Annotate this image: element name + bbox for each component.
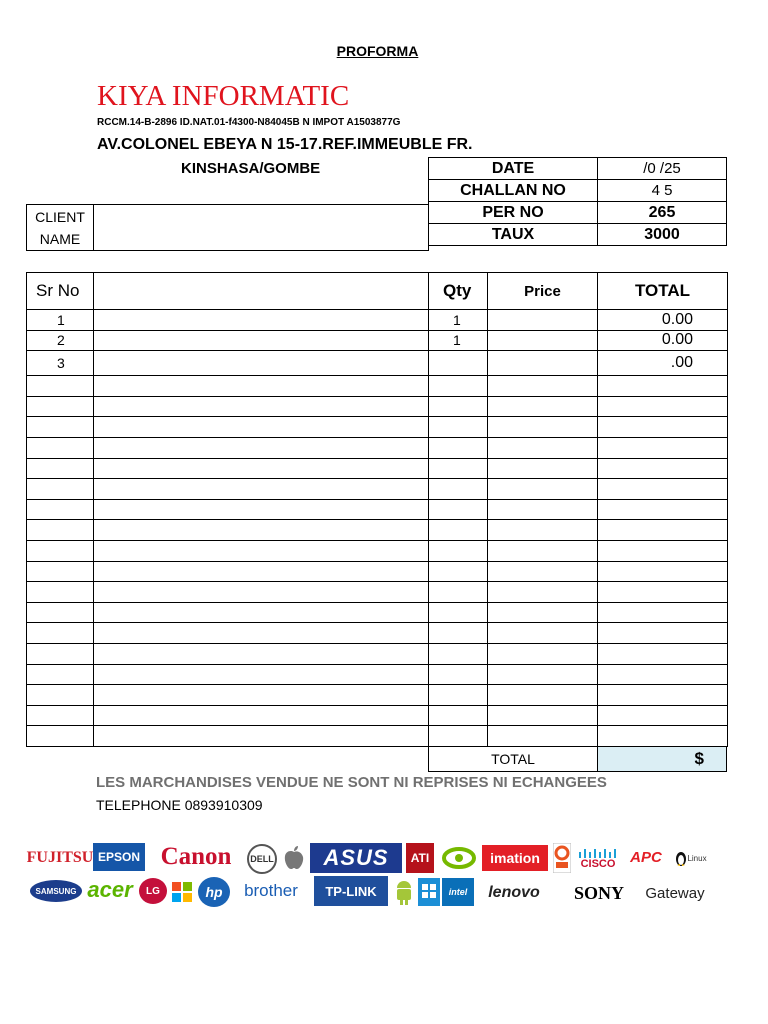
row-total [598, 623, 728, 644]
challan-value[interactable]: 4 5 [598, 180, 727, 202]
row-price[interactable] [488, 437, 598, 458]
row-total [598, 520, 728, 541]
row-description[interactable] [94, 376, 429, 397]
table-row [27, 664, 728, 685]
info-label: TAUX [429, 224, 598, 246]
row-sr-no [27, 396, 94, 417]
row-price[interactable] [488, 602, 598, 623]
row-sr-no [27, 582, 94, 603]
invoice-info-table [428, 157, 727, 246]
table-row [27, 685, 728, 706]
table-row [27, 705, 728, 726]
registration-line: RCCM.14-B-2896 ID.NAT.01-f4300-N84045B N IMPOT A1503877G [97, 117, 401, 128]
row-description[interactable] [94, 726, 429, 747]
info-row-challan [429, 180, 727, 202]
row-price[interactable] [488, 664, 598, 685]
row-sr-no [27, 664, 94, 685]
row-price[interactable] [488, 396, 598, 417]
row-description[interactable] [94, 664, 429, 685]
company-name: KIYA INFORMATIC [97, 80, 350, 112]
table-row [27, 582, 728, 603]
table-row [27, 499, 728, 520]
info-label: PER NO [429, 202, 598, 224]
table-row [27, 330, 728, 351]
row-description[interactable] [94, 479, 429, 500]
row-sr-no [27, 479, 94, 500]
apc-logo: APC [630, 848, 662, 866]
row-description[interactable] [94, 396, 429, 417]
row-price[interactable] [488, 479, 598, 500]
info-row-per-no [429, 202, 727, 224]
row-description[interactable] [94, 310, 429, 331]
row-description[interactable] [94, 437, 429, 458]
apple-icon [283, 845, 305, 871]
row-total [598, 705, 728, 726]
table-row [27, 351, 728, 376]
row-qty[interactable] [429, 602, 488, 623]
header-qty: Qty [429, 273, 488, 310]
row-total [598, 582, 728, 603]
row-total [598, 499, 728, 520]
header-price: Price [488, 273, 598, 310]
row-qty[interactable]: 1 [429, 310, 488, 331]
client-label-line-2: NAME [39, 230, 81, 247]
android-robot-icon [394, 879, 414, 905]
row-description[interactable] [94, 540, 429, 561]
lenovo-logo: lenovo [488, 884, 540, 901]
row-qty[interactable] [429, 623, 488, 644]
info-label: CHALLAN NO [429, 180, 598, 202]
row-sr-no: 2 [27, 330, 94, 351]
table-row [27, 520, 728, 541]
hp-logo: hp [198, 877, 230, 907]
row-total [598, 685, 728, 706]
tux-icon [675, 850, 687, 866]
cisco-logo [575, 846, 621, 872]
client-name-label [27, 205, 94, 251]
row-qty[interactable] [429, 437, 488, 458]
row-sr-no [27, 540, 94, 561]
row-qty[interactable] [429, 561, 488, 582]
return-policy-notice: LES MARCHANDISES VENDUE NE SONT NI REPRISES NI ECHANGEES [96, 774, 607, 791]
client-name-field[interactable] [94, 205, 429, 251]
row-sr-no: 1 [27, 310, 94, 331]
linux-logo [670, 846, 712, 870]
row-price[interactable] [488, 561, 598, 582]
row-sr-no: 3 [27, 351, 94, 376]
row-total [598, 726, 728, 747]
linux-text: Linux [687, 853, 707, 863]
row-qty[interactable] [429, 726, 488, 747]
info-row-date [429, 158, 727, 180]
row-price[interactable] [488, 351, 598, 376]
grand-total-label: TOTAL [429, 747, 598, 772]
row-qty[interactable] [429, 458, 488, 479]
row-total [598, 437, 728, 458]
nvidia-eye-icon [441, 844, 477, 872]
grand-total-table [428, 746, 727, 772]
row-description[interactable] [94, 685, 429, 706]
row-total [598, 643, 728, 664]
row-sr-no [27, 437, 94, 458]
row-description[interactable] [94, 499, 429, 520]
row-sr-no [27, 705, 94, 726]
row-sr-no [27, 685, 94, 706]
row-qty[interactable] [429, 499, 488, 520]
row-qty[interactable] [429, 540, 488, 561]
row-sr-no [27, 520, 94, 541]
row-price[interactable] [488, 417, 598, 438]
table-row [27, 458, 728, 479]
table-header-row [27, 273, 728, 310]
row-description[interactable] [94, 643, 429, 664]
row-price[interactable] [488, 310, 598, 331]
row-qty[interactable] [429, 582, 488, 603]
row-sr-no [27, 417, 94, 438]
row-qty[interactable] [429, 520, 488, 541]
dell-logo: DELL [247, 844, 277, 874]
row-price[interactable] [488, 458, 598, 479]
windows-flag-icon [171, 881, 193, 903]
row-total: 0.00 [598, 330, 728, 351]
row-qty[interactable] [429, 417, 488, 438]
windows-logo [170, 879, 194, 905]
items-table [26, 272, 728, 747]
acer-logo: acer [87, 877, 133, 902]
row-price[interactable] [488, 582, 598, 603]
table-row [27, 396, 728, 417]
table-row [27, 417, 728, 438]
telephone: TELEPHONE 0893910309 [96, 797, 263, 813]
nvidia-logo [440, 843, 478, 873]
row-total [598, 396, 728, 417]
row-price[interactable] [488, 330, 598, 351]
table-row [27, 643, 728, 664]
row-total [598, 602, 728, 623]
row-price[interactable] [488, 726, 598, 747]
row-qty[interactable] [429, 396, 488, 417]
ati-logo: ATI [406, 843, 434, 873]
epson-logo: EPSON [93, 843, 145, 871]
brother-logo: brother [244, 881, 298, 900]
info-label: DATE [429, 158, 598, 180]
row-description[interactable] [94, 602, 429, 623]
gateway-logo: Gateway [645, 884, 705, 902]
row-total: .00 [598, 351, 728, 376]
asus-logo: ASUS [310, 843, 402, 873]
cisco-text: CISCO [580, 858, 616, 870]
table-row [27, 479, 728, 500]
imation-logo: imation [482, 845, 548, 871]
row-description[interactable] [94, 351, 429, 376]
row-price[interactable] [488, 520, 598, 541]
table-row [27, 726, 728, 747]
ubuntu-logo [553, 843, 571, 873]
windows-tiles-icon [418, 878, 440, 906]
table-row [27, 437, 728, 458]
row-description[interactable] [94, 561, 429, 582]
windows-8-logo [418, 878, 440, 906]
row-price[interactable] [488, 623, 598, 644]
info-row-taux [429, 224, 727, 246]
row-price[interactable] [488, 540, 598, 561]
per-no-value[interactable]: 265 [598, 202, 727, 224]
row-description[interactable] [94, 417, 429, 438]
table-row [27, 310, 728, 331]
row-total [598, 561, 728, 582]
row-total [598, 458, 728, 479]
intel-logo: intel [442, 878, 474, 906]
row-sr-no [27, 458, 94, 479]
table-row [27, 623, 728, 644]
row-sr-no [27, 561, 94, 582]
row-sr-no [27, 499, 94, 520]
row-sr-no [27, 602, 94, 623]
row-qty[interactable] [429, 643, 488, 664]
row-price[interactable] [488, 499, 598, 520]
tp-link-logo: TP-LINK [314, 876, 388, 906]
row-sr-no [27, 623, 94, 644]
document-title: PROFORMA [336, 43, 419, 59]
ubuntu-icon [553, 843, 571, 873]
sony-logo: SONY [573, 882, 624, 903]
row-description[interactable] [94, 520, 429, 541]
row-qty[interactable] [429, 376, 488, 397]
row-price[interactable] [488, 685, 598, 706]
row-total [598, 376, 728, 397]
grand-total-value[interactable]: $ [598, 747, 727, 772]
client-table [26, 204, 429, 251]
row-description[interactable] [94, 458, 429, 479]
row-sr-no [27, 726, 94, 747]
table-row [27, 602, 728, 623]
row-qty[interactable] [429, 479, 488, 500]
row-total [598, 417, 728, 438]
row-price[interactable] [488, 705, 598, 726]
table-row [27, 540, 728, 561]
canon-logo: Canon [160, 843, 232, 870]
row-sr-no [27, 376, 94, 397]
row-description[interactable] [94, 582, 429, 603]
row-description[interactable] [94, 705, 429, 726]
android-logo [393, 878, 415, 906]
row-description[interactable] [94, 330, 429, 351]
row-total [598, 479, 728, 500]
row-price[interactable] [488, 376, 598, 397]
header-sr-no: Sr No [27, 273, 94, 310]
row-qty[interactable] [429, 351, 488, 376]
row-sr-no [27, 643, 94, 664]
client-label-line-1: CLIENT [35, 208, 85, 225]
cisco-bars-icon [578, 848, 618, 858]
table-row [27, 376, 728, 397]
header-description [94, 273, 429, 310]
row-price[interactable] [488, 643, 598, 664]
lg-logo: LG [139, 878, 167, 904]
row-qty[interactable]: 1 [429, 330, 488, 351]
row-total: 0.00 [598, 310, 728, 331]
samsung-logo: SAMSUNG [30, 880, 82, 902]
taux-value[interactable]: 3000 [598, 224, 727, 246]
row-qty[interactable] [429, 664, 488, 685]
table-row [27, 561, 728, 582]
row-description[interactable] [94, 623, 429, 644]
fujitsu-logo: FUJITSU [26, 849, 94, 866]
row-qty[interactable] [429, 705, 488, 726]
row-total [598, 664, 728, 685]
company-city: KINSHASA/GOMBE [181, 160, 321, 177]
header-total: TOTAL [598, 273, 728, 310]
apple-logo [282, 844, 306, 872]
row-total [598, 540, 728, 561]
date-value[interactable]: /0 /25 [598, 158, 727, 180]
company-address: AV.COLONEL EBEYA N 15-17.REF.IMMEUBLE FR. [97, 136, 473, 153]
row-qty[interactable] [429, 685, 488, 706]
